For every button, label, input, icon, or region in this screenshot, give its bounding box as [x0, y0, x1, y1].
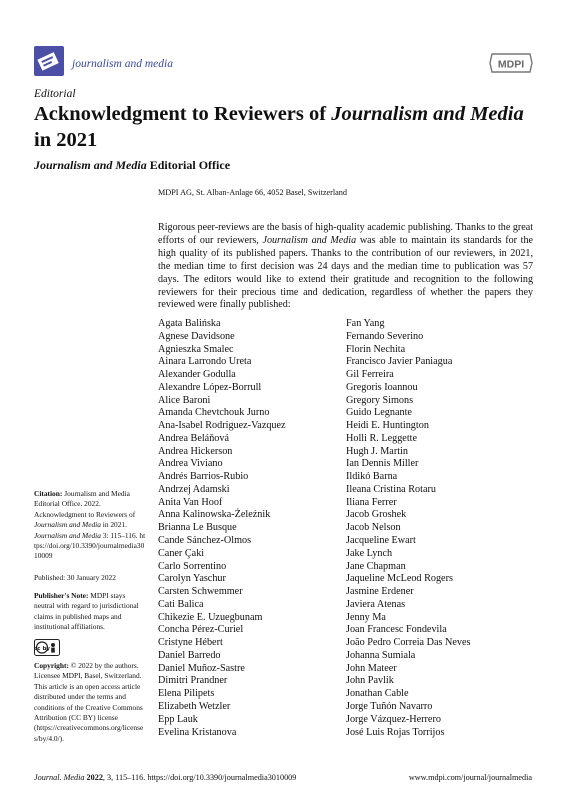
- reviewer-name: John Mateer: [346, 662, 397, 674]
- reviewer-name: Fernando Severino: [346, 330, 424, 342]
- footer-year: 2022: [86, 773, 103, 782]
- reviewer-name: Alice Baroni: [158, 394, 211, 406]
- reviewer-name: Alexander Godulla: [158, 369, 236, 381]
- reviewer-name: Andrzej Adamski: [158, 483, 230, 495]
- reviewer-name: Concha Pérez-Curiel: [158, 624, 244, 636]
- reviewer-name: Elena Pilipets: [158, 688, 215, 700]
- reviewer-name: Ildikó Barna: [346, 471, 398, 483]
- reviewer-name: Ileana Cristina Rotaru: [346, 483, 436, 495]
- reviewer-name: Evelina Kristanova: [158, 726, 237, 738]
- copyright-text: © 2022 by the authors. Licensee MDPI, Basel, Switzerland. This article is an open access article distributed under the terms and conditions of the Creative Commons Attribution (CC BY) license (https://creativecommons.org/licenses/by/4.0/).: [34, 661, 144, 743]
- reviewer-name: Agata Balińska: [158, 318, 221, 329]
- affiliation: MDPI AG, St. Alban-Anlage 66, 4052 Basel, Switzerland: [158, 188, 347, 197]
- reviewer-name: Hugh J. Martin: [346, 445, 408, 457]
- reviewer-name: Javiera Atenas: [346, 598, 406, 610]
- reviewer-name: Anna Kalinowska-Żeleźnik: [158, 509, 271, 521]
- citation-text3[interactable]: 3: 115–116. https://doi.org/10.3390/journalmedia3010009: [34, 530, 146, 561]
- reviewer-name: Jacob Groshek: [346, 509, 407, 521]
- title-part2: in 2021: [34, 129, 98, 151]
- reviewer-name: Epp Lauk: [158, 713, 198, 725]
- reviewer-name: José Luis Rojas Torrijos: [346, 726, 445, 738]
- reviewer-name: Ainara Larrondo Ureta: [158, 356, 252, 368]
- citation-text2: in 2021.: [100, 520, 127, 530]
- reviewer-name: Carlo Sorrentino: [158, 560, 227, 572]
- reviewer-name: Amanda Chevtchouk Jurno: [158, 407, 270, 419]
- abstract-part1: Rigorous peer-reviews are the basis of high-quality academic publishing. Thanks to the great efforts of our reviewers,: [158, 222, 533, 246]
- reviewer-name: John Pavlik: [346, 675, 394, 687]
- reviewer-name: Iliana Ferrer: [346, 496, 397, 508]
- article-title: [34, 101, 534, 153]
- reviewer-name: Joan Francesc Fondevila: [346, 624, 447, 636]
- reviewer-name: Andrea Viviano: [158, 458, 223, 470]
- reviewer-name: Elizabeth Wetzler: [158, 700, 231, 712]
- footer-volume-doi[interactable]: , 3, 115–116. https://doi.org/10.3390/journalmedia3010009: [102, 773, 297, 782]
- reviewer-name: Cristyne Hébert: [158, 637, 223, 649]
- copyright-block: [34, 661, 146, 744]
- reviewer-name: João Pedro Correia Das Neves: [346, 637, 471, 649]
- footer-citation: [34, 773, 296, 782]
- citation-label: Citation:: [34, 489, 63, 498]
- reviewer-name: Heidi E. Huntington: [346, 420, 429, 432]
- reviewer-name: Agnese Davidsone: [158, 330, 235, 342]
- cc-badge-text: cc by: [34, 645, 50, 652]
- reviewer-name: Jake Lynch: [346, 547, 393, 559]
- abstract: [158, 222, 533, 312]
- reviewer-name: Gregory Simons: [346, 394, 414, 406]
- reviewer-name: Jonathan Cable: [346, 688, 409, 700]
- reviewer-name: Jorge Tuñón Navarro: [346, 700, 433, 712]
- title-journal: Journalism and Media: [331, 103, 524, 125]
- reviewer-name: Brianna Le Busque: [158, 522, 237, 534]
- reviewer-name: Jane Chapman: [346, 560, 406, 572]
- reviewer-name: Jacob Nelson: [346, 522, 401, 534]
- reviewer-name: Andrés Barrios-Rubio: [158, 471, 249, 483]
- mdpi-logo-icon[interactable]: [488, 52, 534, 74]
- reviewer-name: Holli R. Leggette: [346, 432, 418, 444]
- journal-name[interactable]: journalism and media: [72, 58, 173, 70]
- abstract-journal: Journalism and Media: [262, 234, 357, 246]
- reviewer-name: Jenny Ma: [346, 611, 386, 623]
- copyright-label: Copyright:: [34, 661, 69, 670]
- reviewer-name: Anita Van Hoof: [158, 496, 223, 508]
- reviewer-name: Ana-Isabel Rodriguez-Vazquez: [158, 420, 286, 432]
- title-part1: Acknowledgment to Reviewers of: [34, 103, 332, 125]
- reviewer-name: Daniel Muñoz-Sastre: [158, 662, 245, 674]
- citation-text1: Journalism and Media Editorial Office. 2022. Acknowledgment to Reviewers of: [34, 489, 136, 519]
- reviewer-name: Jaqueline McLeod Rogers: [346, 573, 453, 585]
- cc-by-license-icon[interactable]: [34, 639, 60, 656]
- reviewer-name: Daniel Barredo: [158, 649, 221, 661]
- reviewer-name: Jacqueline Ewart: [346, 535, 416, 547]
- reviewer-name: Ian Dennis Miller: [346, 458, 419, 470]
- author-line: [34, 158, 230, 173]
- reviewer-name: Cati Balica: [158, 598, 204, 610]
- article-type: Editorial: [34, 88, 76, 100]
- publisher-note: [34, 591, 146, 633]
- reviewer-name: Gregoris Ioannou: [346, 381, 418, 393]
- reviewer-name: Carolyn Yaschur: [158, 573, 226, 585]
- reviewer-name: Jorge Vázquez-Herrero: [346, 713, 441, 725]
- reviewer-name: Fan Yang: [346, 318, 385, 329]
- reviewers-column-2: [346, 318, 470, 739]
- reviewers-column-1: [158, 318, 286, 739]
- author-journal: Journalism and Media: [34, 158, 147, 172]
- mdpi-logo-text: MDPI: [497, 58, 525, 71]
- reviewer-name: Johanna Sumiala: [346, 649, 416, 661]
- reviewer-name: Cande Sánchez-Olmos: [158, 535, 252, 547]
- note-text: MDPI stays neutral with regard to jurisdictional claims in published maps and institutional affiliations.: [34, 591, 139, 632]
- note-label: Publisher's Note:: [34, 591, 89, 600]
- reviewer-name: Carsten Schwemmer: [158, 586, 243, 598]
- reviewer-name: Jasmine Erdener: [346, 586, 414, 598]
- journal-logo-icon: [34, 46, 64, 76]
- published-date: Published: 30 January 2022: [34, 573, 116, 582]
- footer-website[interactable]: www.mdpi.com/journal/journalmedia: [408, 773, 532, 782]
- reviewer-name: Chikezie E. Uzuegbunam: [158, 611, 263, 623]
- citation-journal-1: Journalism and Media: [34, 520, 101, 530]
- reviewer-name: Florin Nechita: [346, 343, 406, 355]
- author-rest: Editorial Office: [146, 158, 231, 172]
- reviewer-name: Guido Legnante: [346, 407, 412, 419]
- reviewer-name: Caner Çaki: [158, 547, 205, 559]
- footer-journal: Journal. Media: [34, 773, 85, 782]
- reviewer-name: Andrea Beláňová: [158, 432, 229, 444]
- reviewer-name: Francisco Javier Paniagua: [346, 356, 453, 368]
- reviewer-name: Alexandre López-Borrull: [158, 381, 262, 393]
- abstract-part2: was able to maintain its standards for the high quality of its published papers. Thanks to the contribution of our reviewers, in 2021, the median time to first decision was 24 days and the median time to publication was 57 days. The editors would like to extend their gratitude and recognition to the following reviewers for their precious time and dedication, regardless of whether the papers they reviewed were finally published:: [158, 234, 533, 311]
- citation-journal-2: Journalism and Media: [34, 530, 101, 540]
- reviewer-name: Andrea Hickerson: [158, 445, 233, 457]
- reviewer-name: Gil Ferreira: [346, 369, 394, 381]
- reviewer-name: Agnieszka Smalec: [158, 343, 234, 355]
- citation-block: [34, 489, 146, 562]
- reviewer-name: Dimitri Prandner: [158, 675, 228, 687]
